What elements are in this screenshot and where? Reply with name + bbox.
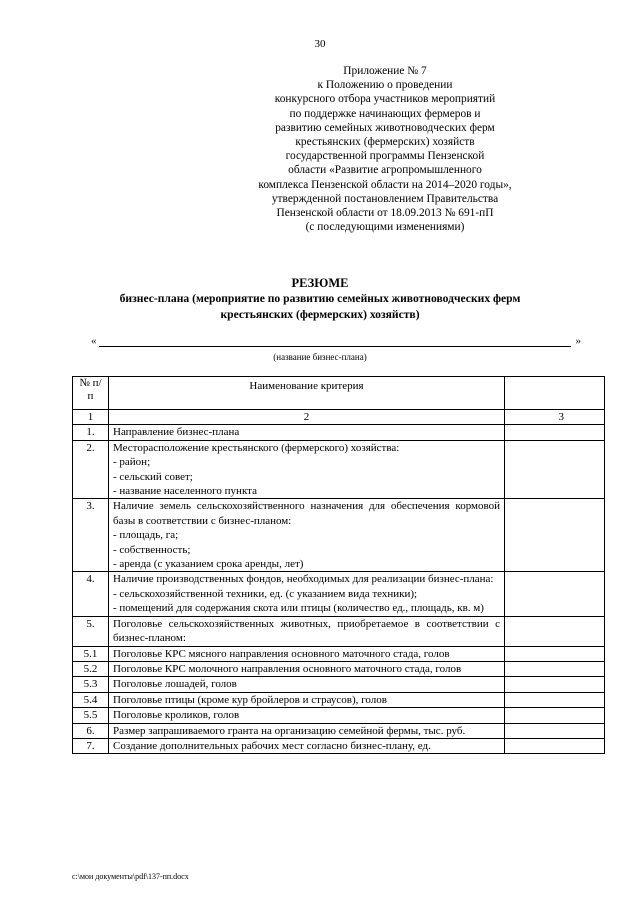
appendix-line: крестьянских (фермерских) хозяйств <box>295 136 475 149</box>
criterion-name: Поголовье лошадей, голов <box>109 677 505 692</box>
appendix-line: по поддержке начинающих фермеров и <box>289 107 481 120</box>
row-number: 1. <box>73 425 109 440</box>
table-row <box>73 425 605 440</box>
row-number: 5.4 <box>73 692 109 707</box>
quote-close: » <box>575 335 581 347</box>
page-number: 30 <box>314 38 326 50</box>
appendix-line: комплекса Пензенской области на 2014–2020 годы», <box>258 178 512 191</box>
table-row <box>73 723 605 738</box>
row-number: 4. <box>73 572 109 616</box>
appendix-line: развитию семейных животноводческих ферм <box>275 121 495 134</box>
row-number: 5.2 <box>73 661 109 676</box>
row-number: 5. <box>73 616 109 646</box>
row-number: 5.3 <box>73 677 109 692</box>
criterion-value-cell <box>505 738 605 753</box>
column-number: 3 <box>505 410 605 425</box>
criterion-value-cell <box>505 692 605 707</box>
title-subtitle-line1: бизнес-плана (мероприятие по развитию семейных животноводческих ферм <box>119 292 521 305</box>
criterion-name: Поголовье КРС молочного направления основного маточного стада, голов <box>109 661 505 676</box>
table-row <box>73 572 605 616</box>
appendix-line: к Положению о проведении <box>317 79 453 92</box>
criterion-value-cell <box>505 723 605 738</box>
criterion-name: Поголовье КРС мясного направления основного маточного стада, голов <box>109 646 505 661</box>
row-number: 7. <box>73 738 109 753</box>
table-row <box>73 708 605 723</box>
plan-name-field <box>91 337 581 349</box>
table-row <box>73 692 605 707</box>
table-row <box>73 616 605 646</box>
row-number: 6. <box>73 723 109 738</box>
criterion-name: Поголовье кроликов, голов <box>109 708 505 723</box>
appendix-line: государственной программы Пензенской <box>285 150 485 163</box>
criterion-name: Поголовье сельскохозяйственных животных, приобретаемое в соответствии с бизнес-планом: <box>109 616 505 646</box>
criterion-name: Размер запрашиваемого гранта на организацию семейной фермы, тыс. руб. <box>109 723 505 738</box>
criterion-value-cell <box>505 616 605 646</box>
criterion-value-cell <box>505 646 605 661</box>
column-number: 2 <box>109 410 505 425</box>
document-title <box>0 275 640 322</box>
appendix-line: утвержденной постановлением Правительства <box>271 192 499 205</box>
plan-name-caption: (название бизнес-плана) <box>273 352 367 362</box>
appendix-line: Пензенской области от 18.09.2013 № 691-пП <box>276 207 494 220</box>
appendix-line: области «Развитие агропромышленного <box>288 164 482 177</box>
table-header-row <box>73 377 605 410</box>
plan-name-underline <box>99 346 571 347</box>
table-row <box>73 499 605 572</box>
row-number: 3. <box>73 499 109 572</box>
criterion-value-cell <box>505 677 605 692</box>
criterion-name: Создание дополнительных рабочих мест согласно бизнес-плану, ед. <box>109 738 505 753</box>
criterion-value-cell <box>505 661 605 676</box>
table-row <box>73 646 605 661</box>
appendix-header <box>250 64 520 234</box>
criterion-value-cell <box>505 708 605 723</box>
row-number: 5.5 <box>73 708 109 723</box>
criterion-name: Наличие земель сельскохозяйственного назначения для обеспечения кормовой базы в соответствии с бизнес-планом: - площадь, га; - собственность; - аренда (с указанием срока аренды, лет) <box>109 499 505 572</box>
criterion-name: Направление бизнес-плана <box>109 425 505 440</box>
criterion-name: Месторасположение крестьянского (фермерского) хозяйства: - район; - сельский совет; - название населенного пункта <box>109 440 505 499</box>
title-subtitle-line2: крестьянских (фермерских) хозяйств) <box>220 307 420 321</box>
table-row <box>73 661 605 676</box>
header-value <box>505 377 605 410</box>
criterion-name: Наличие производственных фондов, необходимых для реализации бизнес-плана: - сельскохозяйственной техники, ед. (с указанием вида техники); - помещений для содержания скота или птицы (количество ед., площадь, кв. м) <box>109 572 505 616</box>
table-row <box>73 738 605 753</box>
row-number: 5.1 <box>73 646 109 661</box>
table-row <box>73 677 605 692</box>
criterion-name: Поголовье птицы (кроме кур бройлеров и страусов), голов <box>109 692 505 707</box>
criterion-value-cell <box>505 425 605 440</box>
appendix-line: конкурсного отбора участников мероприятий <box>274 93 496 106</box>
appendix-line: (с последующими изменениями) <box>305 221 465 234</box>
table-row <box>73 440 605 499</box>
header-num: № п/п <box>73 377 109 410</box>
criteria-table <box>72 376 605 754</box>
title-heading: РЕЗЮМЕ <box>291 276 349 290</box>
column-number: 1 <box>73 410 109 425</box>
header-name: Наименование критерия <box>109 377 505 410</box>
appendix-line: Приложение № 7 <box>343 65 427 77</box>
quote-open: « <box>91 335 97 347</box>
column-number-row <box>73 410 605 425</box>
criterion-value-cell <box>505 440 605 499</box>
criterion-value-cell <box>505 572 605 616</box>
file-path-footer: c:\мои документы\pdf\137-пп.docx <box>72 872 189 881</box>
criterion-value-cell <box>505 499 605 572</box>
row-number: 2. <box>73 440 109 499</box>
